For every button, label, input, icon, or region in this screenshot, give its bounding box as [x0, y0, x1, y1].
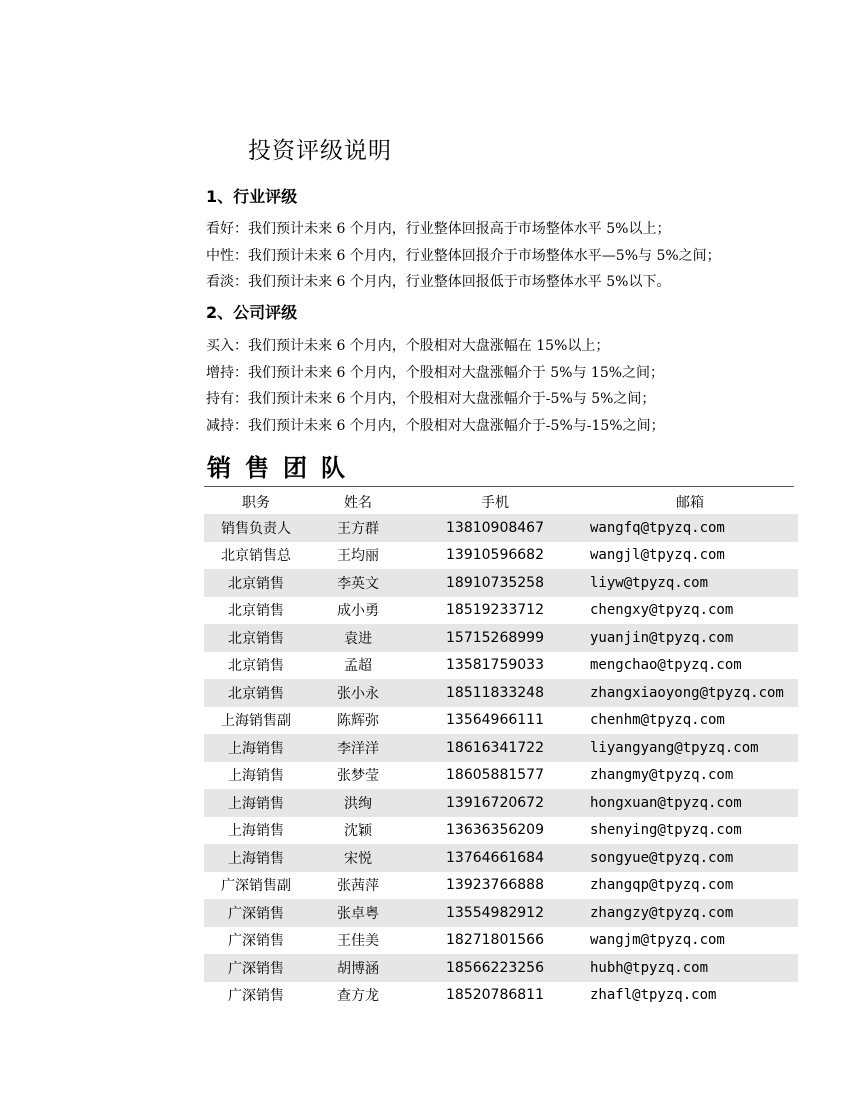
member-phone: 13764661684	[408, 844, 582, 872]
table-row	[204, 789, 798, 817]
member-title: 北京销售总	[221, 548, 291, 565]
member-name: 陈辉弥	[337, 713, 379, 730]
member-title: 广深销售	[228, 988, 284, 1005]
column-header-title: 职务	[242, 494, 270, 511]
member-name: 成小勇	[337, 603, 379, 620]
table-row	[204, 597, 798, 625]
member-email: liyw@tpyzq.com	[582, 569, 798, 597]
member-title: 广深销售	[228, 933, 284, 950]
company-rating-line-buy: 买入：我们预计未来 6 个月内，个股相对大盘涨幅在 15%以上；	[206, 338, 610, 354]
member-phone: 13916720672	[408, 789, 582, 817]
column-header-phone: 手机	[481, 494, 509, 511]
member-phone: 13810908467	[408, 514, 582, 542]
member-name: 洪绚	[308, 789, 408, 817]
table-row	[204, 542, 798, 570]
industry-rating-line-positive: 看好：我们预计未来 6 个月内，行业整体回报高于市场整体水平 5%以上；	[206, 221, 671, 237]
member-email: zhangmy@tpyzq.com	[590, 767, 734, 784]
member-name: 王均丽	[337, 548, 379, 565]
table-row	[204, 844, 798, 872]
table-row	[204, 954, 798, 982]
table-header-row	[204, 489, 798, 514]
column-header-email: 邮箱	[676, 494, 704, 511]
industry-rating-line-neutral: 中性：我们预计未来 6 个月内，行业整体回报介于市场整体水平—5%与 5%之间；	[206, 248, 721, 264]
member-name: 李英文	[308, 569, 408, 597]
page-title: 投资评级说明	[248, 138, 392, 164]
member-phone: 18910735258	[408, 569, 582, 597]
table-row	[204, 652, 798, 680]
member-title: 上海销售	[228, 823, 284, 840]
member-phone: 18566223256	[408, 954, 582, 982]
member-phone: 15715268999	[408, 624, 582, 652]
member-email: wangjl@tpyzq.com	[590, 547, 725, 564]
member-title: 广深销售	[204, 954, 308, 982]
company-rating-line-underweight: 减持：我们预计未来 6 个月内，个股相对大盘涨幅介于-5%与-15%之间；	[206, 418, 665, 434]
table-row	[204, 872, 798, 900]
member-title: 销售负责人	[204, 514, 308, 542]
member-email: yuanjin@tpyzq.com	[582, 624, 798, 652]
company-rating-heading: 2、公司评级	[206, 303, 298, 322]
table-row	[204, 927, 798, 955]
member-phone: 18520786811	[446, 987, 544, 1004]
member-email: chengxy@tpyzq.com	[590, 602, 734, 619]
member-title: 上海销售	[228, 768, 284, 785]
member-email: zhafl@tpyzq.com	[590, 987, 717, 1004]
member-title: 上海销售	[204, 844, 308, 872]
table-row	[204, 569, 798, 597]
member-name: 胡博涵	[308, 954, 408, 982]
table-row	[204, 762, 798, 790]
member-title: 广深销售	[204, 899, 308, 927]
member-phone: 18616341722	[408, 734, 582, 762]
member-email: hongxuan@tpyzq.com	[582, 789, 798, 817]
member-email: hubh@tpyzq.com	[582, 954, 798, 982]
company-rating-line-hold: 持有：我们预计未来 6 个月内，个股相对大盘涨幅介于-5%与 5%之间；	[206, 391, 656, 407]
member-name: 李洋洋	[308, 734, 408, 762]
member-name: 张小永	[308, 679, 408, 707]
member-email: chenhm@tpyzq.com	[590, 712, 725, 729]
member-email: zhangzy@tpyzq.com	[582, 899, 798, 927]
member-title: 北京销售	[204, 679, 308, 707]
member-name: 王佳美	[337, 933, 379, 950]
sales-team-divider	[204, 486, 794, 487]
member-phone: 18605881577	[446, 767, 544, 784]
table-row	[204, 707, 798, 735]
member-email: shenying@tpyzq.com	[590, 822, 742, 839]
member-name: 王方群	[308, 514, 408, 542]
member-title: 北京销售	[204, 569, 308, 597]
table-row	[204, 899, 798, 927]
member-name: 张卓粤	[308, 899, 408, 927]
member-email: songyue@tpyzq.com	[582, 844, 798, 872]
member-email: liyangyang@tpyzq.com	[582, 734, 798, 762]
sales-team-table	[204, 489, 798, 1009]
member-name: 张梦莹	[337, 768, 379, 785]
sales-team-heading: 销售团队	[207, 454, 359, 482]
member-email: zhangxiaoyong@tpyzq.com	[582, 679, 798, 707]
member-email: zhangqp@tpyzq.com	[590, 877, 734, 894]
member-title: 北京销售	[228, 658, 284, 675]
company-rating-line-overweight: 增持：我们预计未来 6 个月内，个股相对大盘涨幅介于 5%与 15%之间；	[206, 365, 665, 381]
column-header-name: 姓名	[344, 494, 372, 511]
table-row	[204, 734, 798, 762]
member-title: 北京销售	[228, 603, 284, 620]
member-phone: 13554982912	[408, 899, 582, 927]
member-phone: 13581759033	[446, 657, 544, 674]
member-name: 张茜萍	[337, 878, 379, 895]
industry-rating-heading: 1、行业评级	[206, 187, 298, 206]
member-email: wangfq@tpyzq.com	[582, 514, 798, 542]
sales-team-rows	[204, 514, 798, 1009]
member-name: 查方龙	[337, 988, 379, 1005]
table-row	[204, 817, 798, 845]
member-name: 孟超	[344, 658, 372, 675]
member-title: 广深销售副	[221, 878, 291, 895]
member-name: 沈颖	[344, 823, 372, 840]
table-row	[204, 514, 798, 542]
member-phone: 18519233712	[446, 602, 544, 619]
member-title: 上海销售	[204, 734, 308, 762]
member-name: 宋悦	[308, 844, 408, 872]
member-title: 上海销售副	[221, 713, 291, 730]
member-phone: 18271801566	[446, 932, 544, 949]
member-email: wangjm@tpyzq.com	[590, 932, 725, 949]
member-phone: 18511833248	[408, 679, 582, 707]
member-phone: 13636356209	[446, 822, 544, 839]
member-name: 袁进	[308, 624, 408, 652]
table-row	[204, 982, 798, 1010]
member-phone: 13923766888	[446, 877, 544, 894]
member-phone: 13564966111	[446, 712, 544, 729]
table-row	[204, 624, 798, 652]
industry-rating-line-negative: 看淡：我们预计未来 6 个月内，行业整体回报低于市场整体水平 5%以下。	[206, 274, 671, 290]
member-phone: 13910596682	[446, 547, 544, 564]
member-email: mengchao@tpyzq.com	[590, 657, 742, 674]
table-row	[204, 679, 798, 707]
member-title: 上海销售	[204, 789, 308, 817]
member-title: 北京销售	[204, 624, 308, 652]
